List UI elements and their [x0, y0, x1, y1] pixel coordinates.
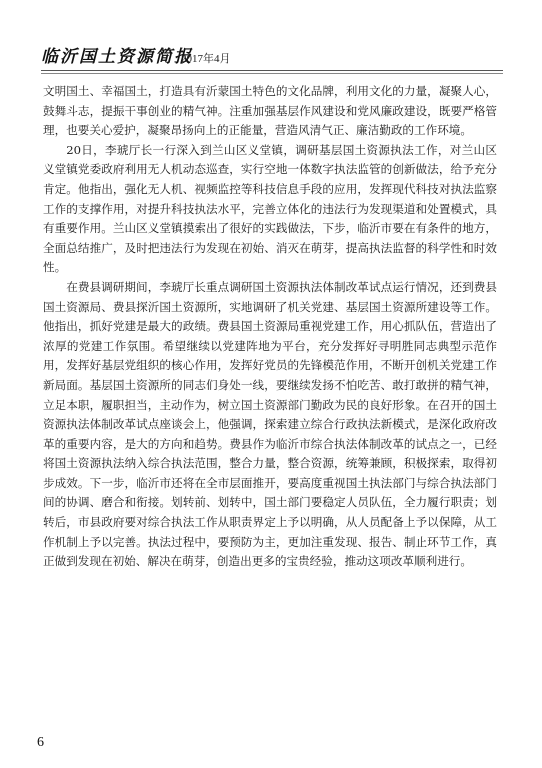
paragraph-continuation: 文明国土、幸福国土，打造具有沂蒙国土特色的文化品牌，利用文化的力量，凝聚人心，鼓舞斗志，提振干事创业的精气神。注重加强基层作风建设和党风廉政建设，既要严格管理，也要关心爱护，凝聚昂扬向上的正能量，营造风清气正、廉洁勤政的工作环境。 [43, 84, 497, 138]
header-divider [41, 70, 503, 71]
page-number: 6 [37, 735, 44, 750]
issue-date: 2017年4月 [181, 53, 231, 65]
paragraph-feixian-visit: 在费县调研期间，李琥厅长重点调研国土资源执法体制改革试点运行情况，还到费县国土资源局、费县探沂国土资源所，实地调研了机关党建、基层国土资源所建设等工作。他指出，抓好党建是最大的政绩。费县国土资源局重视党建工作，用心抓队伍，营造出了浓厚的党建工作氛围。希望继续以党建阵地为平台，充分发挥好寻明胜同志典型示范作用，发挥好基层党组织的核心作用，发挥好党员的先锋模范作用，不断开创机关党建工作新局面。基层国土资源所的同志们身处一线，要继续发扬不怕吃苦、敢打敢拼的精气神，立足本职，履职担当，主动作为，树立国土资源部门勤政为民的良好形象。在召开的国土资源执法体制改革试点座谈会上，他强调，探索建立综合行政执法新模式，是深化政府改革的重要内容，是大的方向和趋势。费县作为临沂市综合执法体制改革的试点之一，已经将国土资源执法纳入综合执法范围，整合力量，整合资源，统筹兼顾，积极探索，取得初步成效。下一步，临沂市还将在全市层面推开，要高度重视国土执法部门与综合执法部门间的协调、磨合和衔接。划转前、划转中，国土部门要稳定人员队伍，全力履行职责；划转后，市县政府要对综合执法工作从职责界定上予以明确，从人员配备上予以保障，从工作机制上予以完善。执法过程中，要预防为主，更加注重发现、报告、制止环节工作，真正做到发现在初始、解决在萌芽，创造出更多的宝贵经验，推动这项改革顺利进行。 [43, 279, 497, 569]
article-body [43, 82, 497, 572]
paragraph-lanshan-visit: 20日，李琥厅长一行深入到兰山区义堂镇，调研基层国土资源执法工作，对兰山区义堂镇党委政府利用无人机动态巡查，实行空地一体数字执法监管的创新做法，给予充分肯定。他指出，强化无人机、视频监控等科技信息手段的应用，发挥现代科技对执法监察工作的支撑作用，对提升科技执法水平，完善立体化的违法行为发现渠道和处置模式，具有重要作用。兰山区义堂镇摸索出了很好的实践做法，下步，临沂市要在有条件的地方，全面总结推广，及时把违法行为发现在初始、消灭在萌芽，提高执法监督的科学性和时效性。 [43, 142, 497, 275]
publication-title: 临沂国土资源简报 [41, 47, 193, 67]
header-divider-secondary [41, 73, 503, 74]
page-header [41, 44, 503, 70]
